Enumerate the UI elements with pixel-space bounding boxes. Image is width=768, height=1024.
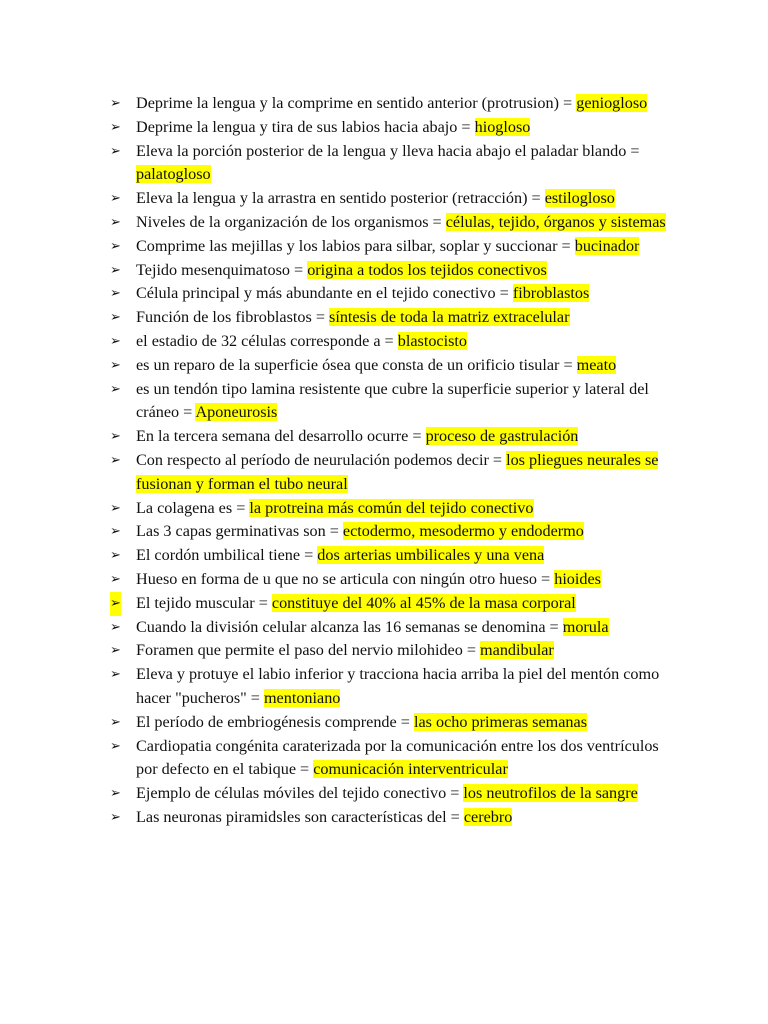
arrow-bullet-icon: ➢ [110, 643, 121, 659]
highlighted-answer: dos arterias umbilicales y una vena [317, 546, 545, 565]
list-item [110, 520, 672, 544]
list-item [110, 187, 672, 211]
list-item [110, 330, 672, 354]
highlighted-answer: hioides [554, 569, 601, 588]
arrow-bullet-icon: ➢ [110, 619, 121, 635]
list-item [110, 140, 672, 188]
highlighted-answer: comunicación interventricular [313, 760, 508, 779]
list-item [110, 92, 672, 116]
list-item [110, 211, 672, 235]
arrow-bullet-icon: ➢ [110, 500, 121, 516]
arrow-bullet-icon: ➢ [110, 524, 121, 540]
question-text: Niveles de la organización de los organismos = [136, 212, 446, 231]
list-item [110, 282, 672, 306]
arrow-bullet-icon: ➢ [110, 119, 121, 135]
highlighted-answer: blastocisto [397, 331, 467, 350]
highlighted-answer: cerebro [463, 807, 513, 826]
highlighted-answer: estilogloso [544, 189, 615, 208]
highlighted-answer: ectodermo, mesodermo y endodermo [342, 522, 584, 541]
list-item [110, 425, 672, 449]
question-text: Cuando la división celular alcanza las 16 semanas se denomina = [136, 617, 563, 636]
list-item [110, 497, 672, 521]
question-text: Ejemplo de células móviles del tejido conectivo = [136, 784, 464, 803]
question-text: el estadio de 32 células corresponde a = [136, 331, 398, 350]
highlighted-answer: meato [576, 355, 617, 374]
arrow-bullet-icon: ➢ [110, 286, 121, 302]
list-item [110, 711, 672, 735]
highlighted-answer: los neutrofilos de la sangre [463, 784, 638, 803]
arrow-bullet-icon: ➢ [110, 786, 121, 802]
question-text: El período de embriogénesis comprende = [136, 712, 414, 731]
question-text: Deprime la lengua y la comprime en sentido anterior (protrusion) = [136, 94, 577, 112]
arrow-bullet-icon: ➢ [110, 592, 121, 616]
highlighted-answer: geniogloso [576, 94, 648, 112]
arrow-bullet-icon: ➢ [110, 143, 121, 159]
arrow-bullet-icon: ➢ [110, 96, 121, 111]
highlighted-answer: origina a todos los tejidos conectivos [307, 260, 547, 279]
arrow-bullet-icon: ➢ [110, 238, 121, 254]
list-item [110, 449, 672, 497]
list-item [110, 544, 672, 568]
highlighted-answer: Aponeurosis [195, 403, 278, 422]
question-text: El tejido muscular = [136, 593, 272, 612]
list-item [110, 235, 672, 259]
arrow-bullet-icon: ➢ [110, 214, 121, 230]
question-text: Eleva la lengua y la arrastra en sentido posterior (retracción) = [136, 189, 545, 208]
list-item [110, 782, 672, 806]
question-text: Cardiopatia congénita caraterizada por la comunicación entre los dos ventrículos por defecto en el tabique = [136, 736, 659, 779]
list-item [110, 735, 672, 783]
question-text: es un tendón tipo lamina resistente que cubre la superficie superior y lateral del cráneo = [136, 379, 649, 422]
question-text: es un reparo de la superficie ósea que consta de un orificio tisular = [136, 355, 577, 374]
highlighted-answer: proceso de gastrulación [425, 427, 579, 446]
question-text: La colagena es = [136, 498, 250, 517]
arrow-bullet-icon: ➢ [110, 429, 121, 445]
arrow-bullet-icon: ➢ [110, 548, 121, 564]
highlighted-answer: morula [562, 617, 609, 636]
question-text: El cordón umbilical tiene = [136, 546, 318, 565]
list-item [110, 354, 672, 378]
highlighted-answer: hiogloso [474, 117, 531, 136]
list-item [110, 592, 672, 616]
highlighted-answer: síntesis de toda la matriz extracelular [329, 308, 570, 327]
question-text: Deprime la lengua y tira de sus labios hacia abajo = [136, 117, 475, 136]
list-item [110, 306, 672, 330]
question-text: Eleva y protuye el labio inferior y tracciona hacia arriba la piel del mentón como hacer "pucheros" = [136, 665, 660, 707]
arrow-bullet-icon: ➢ [110, 809, 121, 825]
arrow-bullet-icon: ➢ [110, 452, 121, 468]
list-item [110, 259, 672, 283]
list-item [110, 806, 672, 830]
arrow-bullet-icon: ➢ [110, 191, 121, 207]
question-text: Las 3 capas germinativas son = [136, 522, 343, 541]
highlighted-answer: los pliegues neurales se fusionan y forman el tubo neural [136, 450, 659, 493]
question-text: Tejido mesenquimatoso = [136, 260, 308, 279]
arrow-bullet-icon: ➢ [110, 714, 121, 730]
highlighted-answer: mandibular [480, 641, 554, 660]
list-item [110, 663, 672, 711]
highlighted-answer: la protreina más común del tejido conectivo [249, 498, 534, 517]
highlighted-answer: mentoniano [263, 688, 341, 707]
highlighted-answer: las ocho primeras semanas [413, 712, 588, 731]
list-item [110, 116, 672, 140]
list-item [110, 568, 672, 592]
arrow-bullet-icon: ➢ [110, 262, 121, 278]
arrow-bullet-icon: ➢ [110, 333, 121, 349]
highlighted-answer: células, tejido, órganos y sistemas [445, 212, 666, 231]
question-text: Foramen que permite el paso del nervio milohideo = [136, 641, 481, 660]
list-item [110, 378, 672, 426]
highlighted-answer: bucinador [574, 236, 640, 255]
question-text: Célula principal y más abundante en el tejido conectivo = [136, 284, 513, 303]
arrow-bullet-icon: ➢ [110, 381, 121, 397]
arrow-bullet-icon: ➢ [110, 310, 121, 326]
arrow-bullet-icon: ➢ [110, 738, 121, 754]
arrow-bullet-icon: ➢ [110, 357, 121, 373]
question-text: Comprime las mejillas y los labios para silbar, soplar y succionar = [136, 236, 575, 255]
arrow-bullet-icon: ➢ [110, 571, 121, 587]
question-text: Hueso en forma de u que no se articula con ningún otro hueso = [136, 569, 555, 588]
highlighted-answer: constituye del 40% al 45% de la masa corporal [271, 593, 576, 612]
highlighted-answer: palatogloso [136, 165, 211, 184]
question-text: Las neuronas piramidsles son características del = [136, 807, 464, 826]
question-text: Función de los fibroblastos = [136, 308, 330, 327]
question-text: En la tercera semana del desarrollo ocurre = [136, 427, 426, 446]
list-item [110, 616, 672, 640]
highlighted-answer: fibroblastos [512, 284, 590, 303]
question-text: Con respecto al período de neurulación podemos decir = [136, 450, 507, 469]
qa-list [110, 92, 672, 830]
list-item [110, 639, 672, 663]
arrow-bullet-icon: ➢ [110, 667, 121, 683]
question-text: Eleva la porción posterior de la lengua y lleva hacia abajo el paladar blando = [136, 141, 640, 160]
